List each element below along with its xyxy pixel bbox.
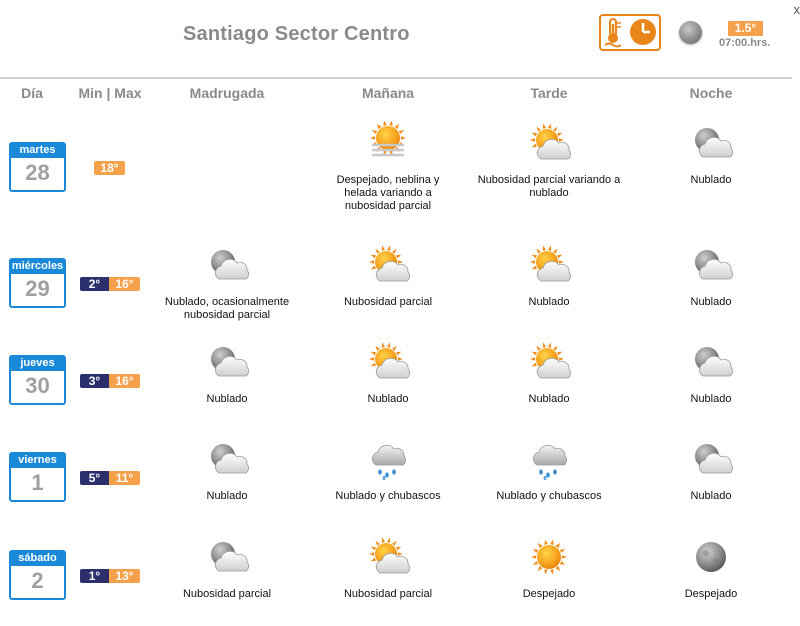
- moon-cloud-icon: [147, 340, 307, 384]
- forecast-cell: [631, 437, 791, 503]
- forecast-cell: [469, 340, 629, 406]
- max-temp: 16°: [109, 374, 140, 388]
- header: [0, 0, 800, 78]
- moon-icon: [631, 535, 791, 579]
- column-header-min-max: Min | Max: [78, 85, 142, 101]
- forecast-description: Nublado y chubascos: [496, 490, 602, 502]
- day-number: 30: [25, 373, 50, 398]
- forecast-description: Nubosidad parcial: [343, 588, 433, 600]
- min-temp: 3°: [80, 374, 109, 388]
- date-card: [9, 142, 66, 192]
- forecast-cell: [308, 437, 468, 503]
- min-max-badge: [94, 161, 125, 175]
- forecast-description: Nublado: [206, 393, 248, 405]
- forecast-description: Nubosidad parcial: [343, 296, 433, 308]
- moon-cloud-icon: [147, 437, 307, 481]
- date-card: [9, 452, 66, 502]
- sun-cloud-icon: [469, 121, 629, 165]
- sun-cloud-icon: [469, 340, 629, 384]
- day-of-week: sábado: [11, 552, 64, 566]
- forecast-description: Despejado, neblina y helada variando a nubosidad parcial: [336, 174, 440, 212]
- max-temp: 11°: [109, 471, 140, 485]
- moon-cloud-icon: [147, 535, 307, 579]
- forecast-description: Despejado: [684, 588, 738, 600]
- moon-cloud-icon: [147, 243, 307, 287]
- rain-cloud-icon: [469, 437, 629, 481]
- forecast-row: [0, 122, 800, 222]
- day-of-week: viernes: [11, 454, 64, 468]
- forecast-row: [0, 238, 800, 338]
- forecast-cell: [308, 340, 468, 406]
- page-title: Santiago Sector Centro: [183, 23, 410, 45]
- moon-cloud-icon: [631, 243, 791, 287]
- forecast-row: [0, 432, 800, 532]
- moon-cloud-icon: [631, 437, 791, 481]
- min-temp: 2°: [80, 277, 109, 291]
- column-header-day: Día: [21, 85, 43, 101]
- forecast-description: Nublado: [367, 393, 409, 405]
- forecast-cell: [631, 243, 791, 309]
- sun-cloud-icon: [469, 243, 629, 287]
- forecast-description: Nublado: [690, 296, 732, 308]
- column-header-tarde: Tarde: [530, 85, 568, 101]
- sun-cloud-icon: [308, 535, 468, 579]
- day-of-week: miércoles: [11, 260, 64, 272]
- forecast-cell: [631, 535, 791, 601]
- sun-cloud-icon: [308, 340, 468, 384]
- forecast-row: [0, 530, 800, 626]
- column-header-madrugada: Madrugada: [189, 85, 265, 101]
- rain-cloud-icon: [308, 437, 468, 481]
- sun-fog-icon: [308, 121, 468, 165]
- forecast-cell: [469, 437, 629, 503]
- min-max-badge: [80, 277, 140, 291]
- max-temp: 13°: [109, 569, 140, 583]
- forecast-cell: [147, 243, 307, 322]
- forecast-cell: [308, 243, 468, 309]
- forecast-description: Nubosidad parcial: [182, 588, 272, 600]
- max-temp: 18°: [94, 161, 125, 175]
- header-divider: [0, 77, 792, 79]
- date-card: [9, 550, 66, 600]
- sun-cloud-icon: [308, 243, 468, 287]
- forecast-description: Nublado: [528, 393, 570, 405]
- forecast-description: Nublado: [690, 393, 732, 405]
- forecast-description: Nublado, ocasionalmente nubosidad parcial: [164, 296, 290, 321]
- current-temp-badge: 1.5°: [728, 21, 763, 36]
- date-card: [9, 355, 66, 405]
- day-number: 2: [31, 568, 44, 593]
- column-header-noche: Noche: [689, 85, 733, 101]
- day-number: 1: [31, 470, 44, 495]
- forecast-cell: [147, 340, 307, 406]
- forecast-description: Nublado: [206, 490, 248, 502]
- forecast-cell: [147, 535, 307, 601]
- forecast-cell: [631, 121, 791, 187]
- column-header-manana: Mañana: [361, 85, 415, 101]
- moon-cloud-icon: [631, 340, 791, 384]
- forecast-cell: [469, 121, 629, 200]
- forecast-description: Nublado: [690, 490, 732, 502]
- max-temp: 16°: [109, 277, 140, 291]
- min-max-badge: [80, 569, 140, 583]
- forecast-description: Nublado: [690, 174, 732, 186]
- day-number: 29: [25, 276, 50, 301]
- forecast-cell: [469, 535, 629, 601]
- forecast-cell: [308, 121, 468, 213]
- min-temp: 5°: [80, 471, 109, 485]
- min-temp: 1°: [80, 569, 109, 583]
- moon-icon: [679, 21, 702, 44]
- min-max-badge: [80, 374, 140, 388]
- forecast-cell: [469, 243, 629, 309]
- forecast-description: Nubosidad parcial variando a nublado: [477, 174, 621, 199]
- thermometer-clock-icon[interactable]: [599, 14, 661, 51]
- sun-icon: [469, 535, 629, 579]
- forecast-cell: [147, 437, 307, 503]
- day-of-week: jueves: [11, 357, 64, 371]
- date-card: [9, 258, 66, 308]
- day-of-week: martes: [11, 144, 64, 158]
- day-number: 28: [25, 160, 50, 185]
- moon-cloud-icon: [631, 121, 791, 165]
- min-max-badge: [80, 471, 140, 485]
- current-time: 07:00.hrs.: [719, 37, 771, 49]
- forecast-cell: [631, 340, 791, 406]
- forecast-cell: [308, 535, 468, 601]
- forecast-description: Nublado: [528, 296, 570, 308]
- forecast-row: [0, 335, 800, 435]
- close-icon[interactable]: x: [793, 2, 800, 17]
- forecast-description: Nublado y chubascos: [335, 490, 441, 502]
- forecast-description: Despejado: [522, 588, 576, 600]
